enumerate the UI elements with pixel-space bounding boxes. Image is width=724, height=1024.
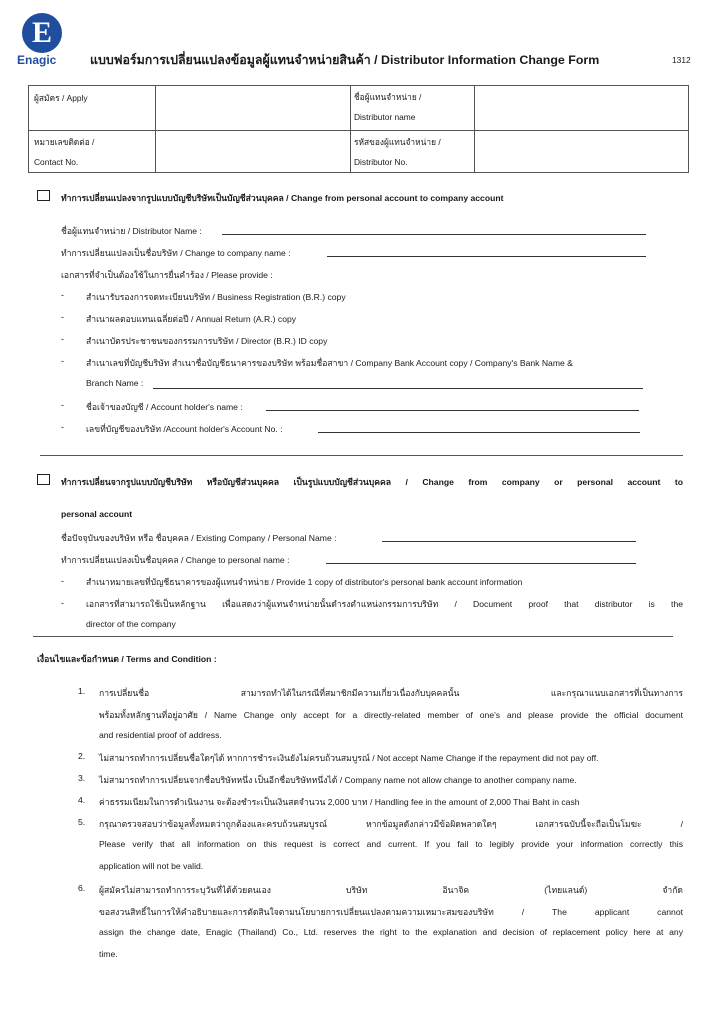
apply-field[interactable] [156,86,349,130]
form-number: 1312 [672,55,691,65]
company-name-input[interactable] [327,256,646,257]
contact-label-en: Contact No. [34,157,79,167]
term-text: application will not be valid. [99,861,204,871]
section2-checkbox[interactable] [37,474,50,485]
term-text: ไม่สามารถทำการเปลี่ยนชื่อใดๆได้ หากการชำระเงินยังไม่ครบถ้วนสมบูรณ์ / Not accept Name Change if the repayment did not pay off. [99,753,599,763]
term-text: ไม่สามารถทำการเปลี่ยนจากชื่อบริษัทหนึ่ง เป็นอีกชื่อบริษัทหนึ่งได้ / Company name not allow change to another company name. [99,775,577,785]
section2-heading: ทำการเปลี่ยนจากรูปแบบบัญชีบริษัท หรือบัญชีส่วนบุคคล เป็นรูปแบบบัญชีส่วนบุคคล / Change from company or personal account to [61,477,683,487]
doc-item: สำเนารับรองการจดทะเบียนบริษัท / Business Registration (B.R.) copy [86,292,346,302]
section2-heading-cont: personal account [61,509,133,519]
term-text: assign the change date, Enagic (Thailand) Co., Ltd. reserves the right to the explanation and decision of replacement policy here at any [99,927,683,937]
term-text: ขอสงวนสิทธิ์ในการให้คำอธิบายและการตัดสินใจตามนโยบายการเปลี่ยนแปลงตามความเหมาะสมของบริษัท / The applicant cannot [99,907,683,917]
term-text: Please verify that all information on this request is correct and current. If you fail to legibly provide your information correctly this [99,839,683,849]
holder-name-input[interactable] [266,410,639,411]
term-text: and residential proof of address. [99,730,222,740]
personal-name-input[interactable] [326,563,636,564]
branch-name-label: Branch Name : [86,378,144,388]
terms-heading: เงื่อนไขและข้อกำหนด / Terms and Condition : [37,654,217,664]
divider [40,455,683,456]
doc-item: สำเนาหมายเลขที่บัญชีธนาคารของผู้แทนจำหน่าย / Provide 1 copy of distributor's personal bank account information [86,577,523,587]
doc-item: สำเนาผลตอบแทนเฉลี่ยต่อปี / Annual Return (A.R.) copy [86,314,297,324]
term-text: time. [99,949,118,959]
apply-label: ผู้สมัคร / Apply [34,93,88,103]
contact-field[interactable] [156,131,349,173]
holder-account-label: เลขที่บัญชีของบริษัท /Account holder's Account No. : [86,424,283,434]
section1-heading: ทำการเปลี่ยนแปลงจากรูปแบบบัญชีบริษัทเป็นบัญชีส่วนบุคคล / Change from personal account to company account [61,193,504,203]
term-number: 1. [78,686,86,696]
distributor-name-input[interactable] [222,234,646,235]
term-text: พร้อมทั้งหลักฐานที่อยู่อาศัย / Name Change only accept for a directly-related member of one's and please provide the official document [99,710,683,720]
term-number: 5. [78,817,86,827]
term-number: 2. [78,751,86,761]
contact-label-th: หมายเลขติดต่อ / [34,137,95,147]
term-number: 4. [78,795,86,805]
doc-item: เอกสารที่สามารถใช้เป็นหลักฐาน เพื่อแสดงว่าผู้แทนจำหน่ายนั้นดำรงตำแหน่งกรรมการบริษัท / Document proof that distributor is the [86,599,683,609]
distributor-no-label-en: Distributor No. [354,157,408,167]
docs-required-label: เอกสารที่จำเป็นต้องใช้ในการยื่นคำร้อง / Please provide : [61,270,273,280]
divider [33,636,673,637]
term-text: กรุณาตรวจสอบว่าข้อมูลทั้งหมดว่าถูกต้องและครบถ้วนสมบูรณ์ หากข้อมูลดังกล่าวมีข้อผิดพลาดใดๆ เอกสารฉบับนี้จะถือเป็นโมฆะ / [99,819,683,829]
existing-name-row: ชื่อปัจจุบันของบริษัท หรือ ชื่อบุคคล / Existing Company / Personal Name : [61,533,337,543]
term-text: ผู้สมัครไม่สามารถทำการระบุวันที่ได้ด้วยตนเอง บริษัท อินาจิค (ไทยแลนด์) จำกัด [99,885,683,895]
applicant-info-table [28,85,689,173]
section1-checkbox[interactable] [37,190,50,201]
distributor-no-field[interactable] [475,131,689,173]
holder-account-input[interactable] [318,432,640,433]
term-number: 3. [78,773,86,783]
form-title: แบบฟอร์มการเปลี่ยนแปลงข้อมูลผู้แทนจำหน่ายสินค้า / Distributor Information Change Form [90,53,600,67]
branch-name-input[interactable] [153,388,643,389]
doc-item: สำเนาเลขที่บัญชีบริษัท สำเนาชื่อบัญชีธนาคารของบริษัท พร้อมชื่อสาขา / Company Bank Account copy / Company's Bank Name & [86,358,573,368]
logo-text: Enagic [17,53,57,67]
doc-item-cont: director of the company [86,619,176,629]
change-to-personal-row: ทำการเปลี่ยนแปลงเป็นชื่อบุคคล / Change to personal name : [61,555,290,565]
enagic-logo: E [22,13,62,53]
existing-name-input[interactable] [382,541,636,542]
holder-name-label: ชื่อเจ้าของบัญชี / Account holder's name : [86,402,243,412]
doc-item: สำเนาบัตรประชาชนของกรรมการบริษัท / Director (B.R.) ID copy [86,336,328,346]
distributor-name-label-en: Distributor name [354,112,416,122]
change-to-company-row: ทำการเปลี่ยนแปลงเป็นชื่อบริษัท / Change to company name : [61,248,291,258]
distributor-name-field[interactable] [475,86,689,130]
distributor-no-label-th: รหัสของผู้แทนจำหน่าย / [354,137,441,147]
term-text: ค่าธรรมเนียมในการดำเนินงาน จะต้องชำระเป็นเงินสดจำนวน 2,000 บาท / Handling fee in the amount of 2,000 Thai Baht in cash [99,797,580,807]
distributor-name-row: ชื่อผู้แทนจำหน่าย / Distributor Name : [61,226,202,236]
term-text: การเปลี่ยนชื่อ สามารถทำได้ในกรณีที่สมาชิกมีความเกี่ยวเนื่องกับบุคคลนั้น และกรุณาแนบเอกสารที่เป็นทางการ [99,688,683,698]
term-number: 6. [78,883,86,893]
distributor-name-label-th: ชื่อผู้แทนจำหน่าย / [354,92,422,102]
